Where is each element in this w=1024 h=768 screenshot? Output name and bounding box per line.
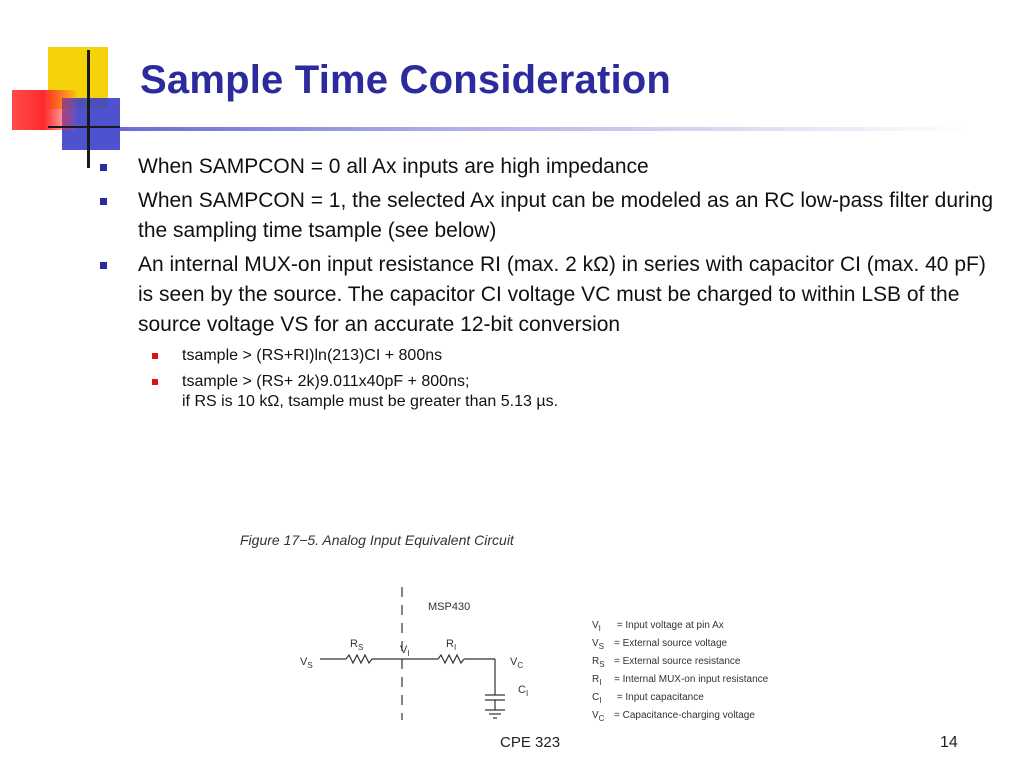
sub-bullet-continuation: if RS is 10 kΩ, tsample must be greater than 5.13 µs. <box>182 393 559 410</box>
resistor-rs <box>346 655 372 663</box>
bullet-marker <box>100 198 107 205</box>
resistor-ri <box>438 655 464 663</box>
equivalent-circuit-diagram <box>290 585 580 725</box>
sub-bullet-list <box>144 346 1000 412</box>
bullet-list <box>100 152 1000 418</box>
legend-row: $R_S$ = External source resistance <box>592 656 741 669</box>
bullet-marker <box>100 164 107 171</box>
figure-caption: Figure 17−5. Analog Input Equivalent Circuit <box>240 532 514 548</box>
decorative-vertical-line <box>87 50 90 168</box>
sub-bullet-marker <box>152 379 158 385</box>
legend-row: $V_I$ = Input voltage at pin Ax <box>592 620 724 633</box>
page-number: 14 <box>940 734 958 751</box>
sub-bullet-text: tsample > (RS+RI)ln(213)CI + 800ns <box>182 347 443 364</box>
legend-row: $R_I$ = Internal MUX-on input resistance <box>592 674 769 687</box>
label-vc: $V_C$ <box>510 656 524 670</box>
sub-bullet-text: tsample > (RS+ 2k)9.011x40pF + 800ns; <box>182 373 470 390</box>
chip-label: MSP430 <box>428 601 471 613</box>
label-vs: $V_S$ <box>300 656 313 670</box>
bullet-item <box>100 152 1000 182</box>
title-underline <box>120 127 970 131</box>
bullet-text: When SAMPCON = 0 all Ax inputs are high impedance <box>138 155 649 178</box>
decorative-red-block <box>12 90 76 130</box>
bullet-item <box>100 186 1000 246</box>
footer-course: CPE 323 <box>500 734 561 751</box>
label-ri: $R_I$ <box>446 638 457 652</box>
slide-title: Sample Time Consideration <box>140 58 672 102</box>
label-rs: $R_S$ <box>350 638 364 652</box>
legend-row: $V_C$ = Capacitance-charging voltage <box>592 710 755 723</box>
circuit-wires <box>320 655 505 718</box>
label-vi: $V_I$ <box>400 644 410 658</box>
sub-bullet-marker <box>152 353 158 359</box>
circuit-legend <box>592 618 768 726</box>
bullet-text: When SAMPCON = 1, the selected Ax input can be modeled as an RC low-pass filter during the sampling time tsample (see below) <box>138 189 994 242</box>
sub-bullet-item <box>144 346 1000 366</box>
bullet-item <box>100 250 1000 412</box>
bullet-marker <box>100 262 107 269</box>
legend-row: $V_S$ = External source voltage <box>592 638 728 651</box>
legend-row: $C_I$ = Input capacitance <box>592 692 704 705</box>
sub-bullet-item <box>144 372 1000 412</box>
label-ci: $C_I$ <box>518 684 529 698</box>
bullet-text: An internal MUX-on input resistance RI (max. 2 kΩ) in series with capacitor CI (max. 40 pF) is seen by the source. The capacitor CI voltage VC must be charged to within LSB of the source voltage VS for an accurate 12-bit conversion <box>138 253 986 336</box>
decorative-horizontal-line <box>48 126 120 128</box>
